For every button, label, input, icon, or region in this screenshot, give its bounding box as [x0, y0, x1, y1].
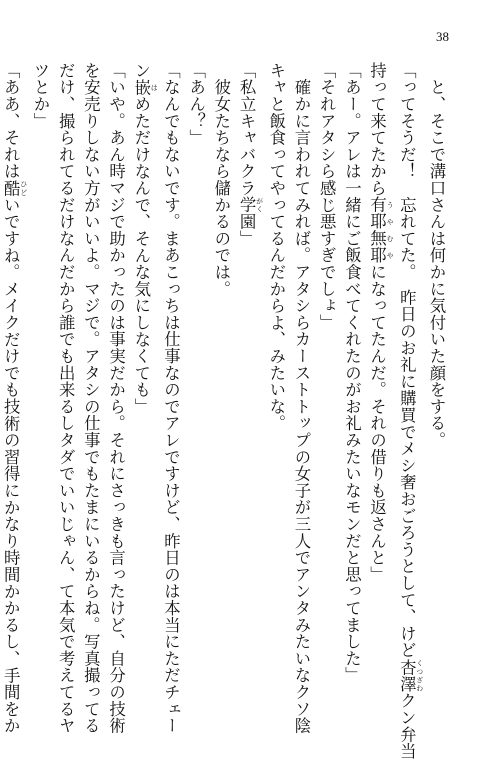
furigana-ruby: 有耶無耶 うやむや: [367, 196, 395, 264]
page-number: 38: [436, 29, 449, 44]
text-line: 持って来てたから有耶無耶 うやむやになってたんだ。それの借りも返さんと」: [367, 62, 395, 583]
text-line: 「あー。アレは一緒にご飯食べてくれたのがお礼みたいなモンだと思ってました」: [342, 62, 362, 684]
furigana-reading: くつざわ: [415, 658, 424, 693]
furigana-reading: がく: [255, 196, 264, 214]
text-line: と、そこで溝口さんは何かに気付いた顔をする。: [427, 62, 446, 449]
text-line: 「いや。あん時マジで助かったのは事実だから。それにさっきも言ったけど、自分の技術: [106, 62, 126, 734]
text-line: 確かに言われてみれば。アタシらカーストトップの女子が三人でアンタみたいなクソ陰: [291, 62, 311, 734]
text-line: 「それアタシら感じ悪すぎでしょ」: [317, 62, 337, 331]
text-line: 「私立キャバクラ学 がく園」: [237, 62, 264, 247]
furigana-reading: うやむや: [386, 196, 395, 264]
text-line: 彼女たちなら儲かるのでは。: [211, 62, 231, 298]
furigana-ruby: 嵌 は: [131, 78, 159, 96]
furigana-reading: は: [150, 78, 159, 96]
furigana-ruby: 学 がく: [237, 196, 264, 214]
text-line: ツとか」: [30, 62, 50, 130]
text-line: 「あん？」: [186, 62, 206, 146]
body-text: [1, 62, 449, 759]
text-line: だけ、撮られてるだけなんだから誰でも出来るしタダでいいじゃん、て本気で考えてるヤ: [56, 62, 76, 734]
text-line: 「なんでもないです。まあこっちは仕事なのでアレですけど、昨日のは本当にただチェー: [161, 62, 181, 734]
text-line: を安売りしない方がいいよ。マジで。アタシの仕事でもたまにいるからね。写真撮ってる: [81, 62, 101, 734]
text-line: キャと飯食ってやってるんだからよ、みたいな。: [266, 62, 286, 432]
furigana-reading: ひど: [19, 179, 28, 197]
furigana-ruby: 杏澤 くつざわ: [397, 658, 424, 693]
text-line: 「ああ、それは酷 ひどいですね。メイクだけでも技術の習得にかなり時間かかるし、手間をか: [1, 62, 28, 735]
furigana-ruby: 酷 ひど: [1, 179, 28, 197]
text-line: 「ってそうだ！ 忘れてた。 昨日のお礼に購買でメシ奢おごろうとして、けど杏澤 くつざわクン弁当: [397, 62, 424, 759]
text-line: ン嵌 はめただけなんで、そんな気にしなくても」: [131, 62, 159, 415]
